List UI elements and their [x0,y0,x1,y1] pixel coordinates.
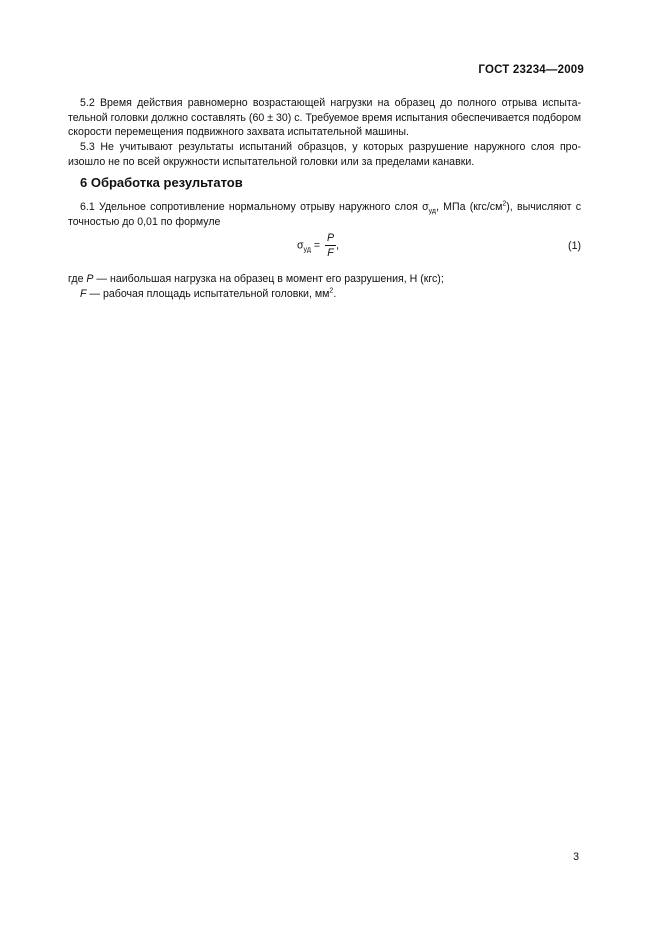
paragraph-text: 6.1 Удельное сопротивление нормальному отрыву наружного слоя σ [80,201,429,213]
where-text: . [333,288,337,300]
paragraph-line: 5.3 Не учитывают результаты испытаний образцов, у которых разрушение наружного слоя про- [80,141,581,153]
paragraph-line: изошло не по всей окружности испытательной головки или за пределами канавки. [68,155,475,168]
paragraph-text: ), вычисляют с [506,201,581,213]
document-header: ГОСТ 23234—2009 [478,64,584,76]
equation-number: (1) [568,240,581,252]
formula-numerator: P [327,232,335,244]
subscript: уд [428,208,436,216]
paragraph-line: тельной головки должно составлять (60 ± 30) с. Требуемое время испытания обеспечивается подбором [68,111,581,124]
formula-subscript: уд [303,246,311,254]
where-line-1 [68,272,581,287]
where-text: где [68,273,87,285]
paragraph-line: 5.2 Время действия равномерно возрастающей нагрузки на образец до полного отрыва испыта- [80,97,581,109]
paragraph-line [80,200,581,215]
section-heading: 6 Обработка результатов [80,175,243,190]
formula-sigma: σ [297,239,304,252]
paragraph-text: , МПа (кгс/см [435,201,503,213]
paragraph-5-2-text [68,96,581,140]
superscript: 2 [502,200,507,208]
formula-fraction [325,232,336,259]
paragraph-5-3-text [68,140,581,169]
formula-denominator: F [327,247,334,259]
page-number: 3 [573,851,579,863]
where-text: — наибольшая нагрузка на образец в момент его разрушения, Н (кгс); [93,273,444,285]
variable-f: F [80,288,87,300]
formula [297,232,339,262]
where-line-2 [80,287,581,302]
superscript: 2 [329,287,334,295]
formula-equals: = [310,239,321,252]
paragraph-line: точностью до 0,01 по формуле [68,216,221,228]
paragraph-line: скорости перемещения подвижного захвата испытательной машины. [68,126,409,139]
formula-comma: , [336,239,340,252]
variable-p: P [86,273,94,285]
where-text: — рабочая площадь испытательной головки, мм [86,288,330,300]
paragraph-6-1-text [68,200,581,230]
where-clause [68,272,581,302]
